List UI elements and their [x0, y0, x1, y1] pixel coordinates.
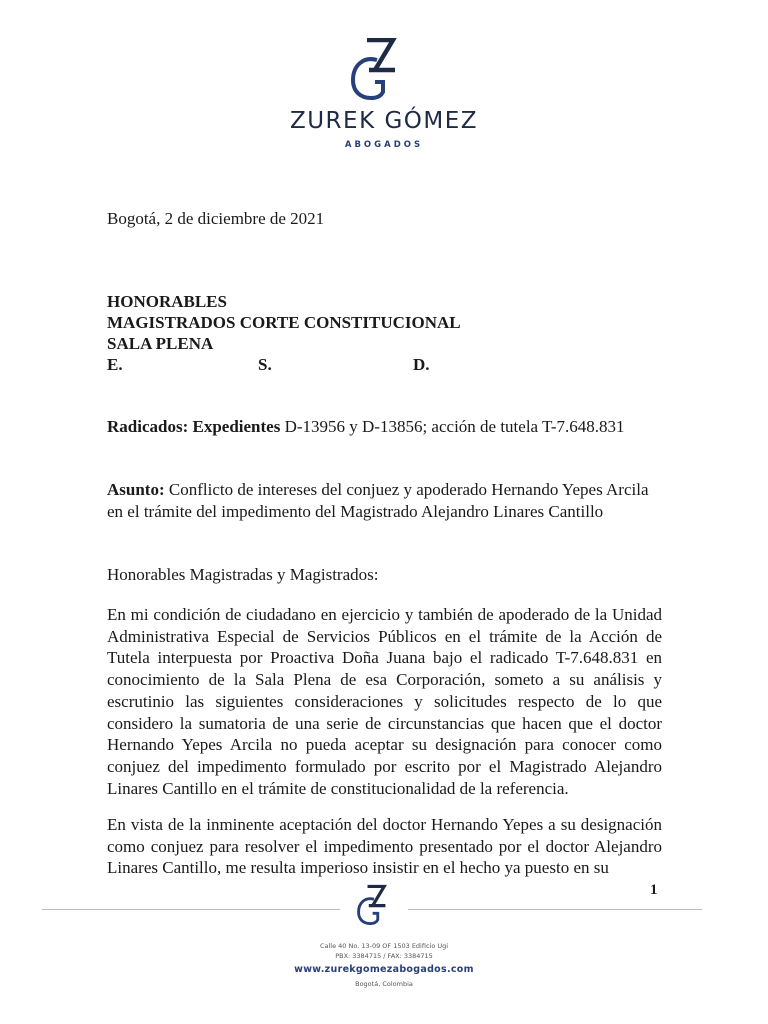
- eds-line: [107, 354, 662, 375]
- eds-e: E.: [107, 355, 123, 374]
- eds-d: D.: [413, 355, 430, 374]
- addressee-block: [107, 291, 662, 375]
- footer-divider: [42, 909, 340, 910]
- footer-phone: PBX: 3384715 / FAX: 3384715: [335, 952, 433, 960]
- footer-divider: [408, 909, 702, 910]
- firm-subtitle: ABOGADOS: [344, 140, 424, 150]
- footer-website-link[interactable]: www.zurekgomezabogados.com: [294, 964, 474, 975]
- radicados-line: [107, 416, 662, 438]
- asunto-label: Asunto:: [107, 480, 165, 499]
- asunto-line: [107, 479, 662, 522]
- eds-s: S.: [258, 355, 272, 374]
- page-number: 1: [650, 882, 658, 898]
- body-paragraph: En mi condición de ciudadano en ejercicio y también de apoderado de la Unidad Administrativa Especial de Servicios Públicos en el trámite de la Acción de Tutela interpuesta por Proactiva Doña Juana bajo el radicado T-7.648.831 en conocimiento de la Sala Plena de esa Corporación, someto a su análisis y escrutinio las siguientes consideraciones y solicitudes respecto de lo que considero la sumatoria de una serie de circunstancias que hacen que el doctor Hernando Yepes Arcila no pueda aceptar su designación para conocer como conjuez del impedimento formulado por escrito por el Magistrado Alejandro Linares Cantillo en el trámite de constitucionalidad de la referencia.: [107, 605, 662, 798]
- radicados-label: Radicados: Expedientes: [107, 417, 281, 436]
- firm-name: ZUREK GÓMEZ: [289, 108, 479, 134]
- addressee-line: MAGISTRADOS CORTE CONSTITUCIONAL: [107, 313, 461, 332]
- letter-date: Bogotá, 2 de diciembre de 2021: [107, 209, 325, 228]
- addressee-line: HONORABLES: [107, 292, 227, 311]
- asunto-text: Conflicto de intereses del conjuez y apoderado Hernando Yepes Arcila en el trámite del impedimento del Magistrado Alejandro Linares Cantillo: [107, 480, 649, 521]
- radicados-text: D-13956 y D-13856; acción de tutela T-7.648.831: [280, 417, 625, 436]
- footer-city: Bogotá, Colombia: [355, 980, 413, 988]
- zg-monogram-logo: [349, 38, 399, 100]
- body-paragraph: En vista de la inminente aceptación del doctor Hernando Yepes a su designación como conjuez para resolver el impedimento presentado por el doctor Alejandro Linares Cantillo, me resulta imperioso insistir en el hecho ya puesto en su: [107, 815, 662, 878]
- salutation: Honorables Magistradas y Magistrados:: [107, 565, 379, 584]
- footer-address: Calle 40 No. 13-09 OF 1503 Edificio Ugi: [319, 942, 449, 950]
- zg-monogram-icon: [356, 884, 388, 926]
- addressee-line: SALA PLENA: [107, 334, 214, 353]
